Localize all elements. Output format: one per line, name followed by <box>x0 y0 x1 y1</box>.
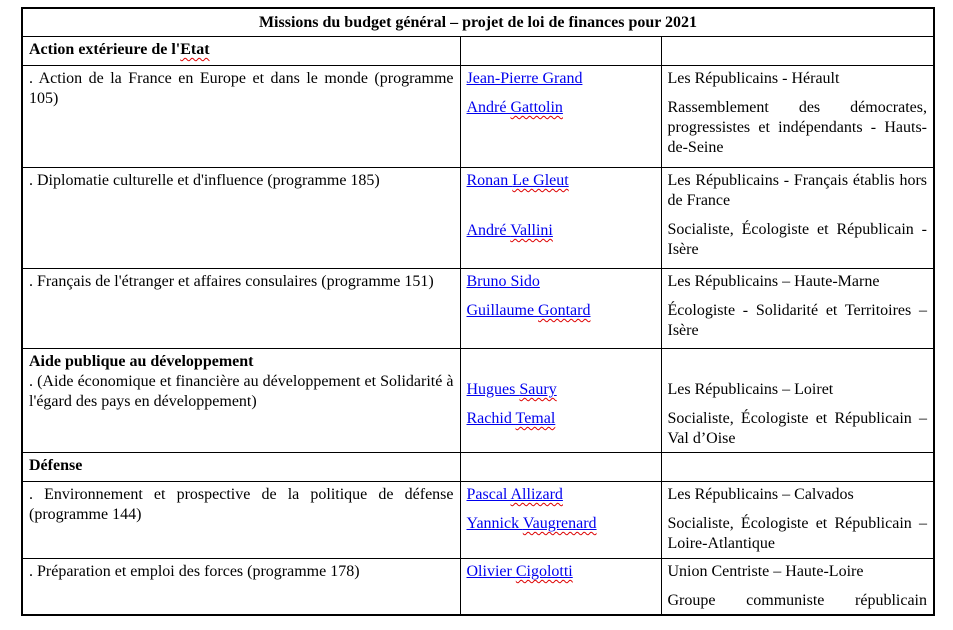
rapporteur-link[interactable] <box>467 70 583 87</box>
rapporteur <box>467 485 655 505</box>
group-label: Les Républicains – Haute-Marne <box>667 273 880 290</box>
rapporteurs-cell <box>460 66 661 168</box>
group-label: Socialiste, Écologiste et Républicain – Val d’Oise <box>667 410 927 447</box>
section-label <box>29 456 454 476</box>
rapporteur-link[interactable] <box>467 99 563 116</box>
section-label <box>29 40 454 60</box>
rapporteur-name: Guillaume <box>466 302 539 319</box>
rapporteurs-cell <box>460 269 661 349</box>
group-label: Union Centriste – Haute-Loire <box>667 563 864 580</box>
empty-cell <box>460 37 661 66</box>
rapporteur-name: André <box>466 99 511 116</box>
group-label: Les Républicains – Calvados <box>667 486 854 503</box>
rapporteur-name-misspelled: Allizard <box>510 486 563 503</box>
mission-label: . Environnement et prospective de la politique de défense (programme 144) <box>29 486 454 523</box>
empty-cell <box>661 453 934 482</box>
group-label: Socialiste, Écologiste et Républicain – Loire-Atlantique <box>667 515 927 552</box>
table-row-section-mission <box>22 349 934 453</box>
table-row-mission <box>22 66 934 168</box>
groups-cell <box>661 66 934 168</box>
rapporteur-name: Ronan <box>466 172 513 189</box>
table-title: Missions du budget général – projet de loi de finances pour 2021 <box>258 14 698 31</box>
mission-cell <box>22 168 460 269</box>
table-row-section <box>22 37 934 66</box>
rapporteur-name-misspelled: Gontard <box>538 302 591 319</box>
rapporteur <box>467 301 655 321</box>
rapporteur-link[interactable] <box>467 410 556 427</box>
rapporteurs-cell <box>460 349 661 453</box>
rapporteur-name: André <box>466 222 511 239</box>
rapporteur-link[interactable] <box>467 222 553 239</box>
empty-cell <box>661 37 934 66</box>
group-label: Écologiste - Solidarité et Territoires – Isère <box>667 302 927 339</box>
rapporteur-name-misspelled: Gattolin <box>510 99 563 116</box>
rapporteur <box>467 221 655 241</box>
groups-cell <box>661 168 934 269</box>
empty-cell <box>460 453 661 482</box>
rapporteur-name: Hugues <box>466 381 520 398</box>
mission-cell <box>22 482 460 559</box>
section-label-text: Action extérieure de l' <box>29 41 181 58</box>
mission-cell <box>22 349 460 453</box>
rapporteur <box>467 98 655 118</box>
table-row-mission <box>22 168 934 269</box>
section-label: Aide publique au développement <box>29 353 254 370</box>
rapporteur <box>467 171 655 191</box>
section-label-misspelled: Etat <box>180 41 210 58</box>
mission-label: . Français de l'étranger et affaires consulaires (programme 151) <box>29 273 434 290</box>
rapporteur-name-misspelled: Saury <box>519 381 557 398</box>
rapporteur <box>467 380 655 400</box>
rapporteur-link[interactable] <box>467 381 557 398</box>
rapporteur-name: Bruno Sido <box>466 273 540 290</box>
rapporteur <box>467 514 655 534</box>
table-row-mission <box>22 559 934 616</box>
mission-label: . Diplomatie culturelle et d'influence (programme 185) <box>29 172 380 189</box>
table-row-mission <box>22 482 934 559</box>
rapporteurs-cell <box>460 559 661 616</box>
table-title-cell <box>22 8 934 37</box>
rapporteur-link[interactable] <box>467 172 569 189</box>
rapporteur <box>467 272 655 292</box>
mission-cell <box>22 66 460 168</box>
group-label: Socialiste, Écologiste et Républicain - Isère <box>667 221 927 258</box>
mission-cell <box>22 269 460 349</box>
groups-cell <box>661 482 934 559</box>
rapporteur-name: Rachid <box>466 410 516 427</box>
table-row-mission <box>22 269 934 349</box>
group-label: Les Républicains – Loiret <box>667 381 834 398</box>
group-label: Les Républicains - Français établis hors de France <box>667 172 927 209</box>
rapporteurs-cell <box>460 168 661 269</box>
section-cell <box>22 453 460 482</box>
rapporteur-name-misspelled: Vallini <box>510 222 553 239</box>
rapporteur-link[interactable] <box>467 486 563 503</box>
rapporteur-link[interactable] <box>467 563 573 580</box>
rapporteur-name: Olivier <box>466 563 516 580</box>
groups-cell <box>661 349 934 453</box>
mission-label: . (Aide économique et financière au développement et Solidarité à l'égard des pays en développement) <box>29 373 454 410</box>
rapporteur-name: Yannick <box>466 515 523 532</box>
table-row-section <box>22 453 934 482</box>
table-row-title <box>22 8 934 37</box>
rapporteur <box>467 409 655 429</box>
rapporteur-name: Pascal <box>466 486 511 503</box>
rapporteur-name-misspelled: Le Gleut <box>512 172 569 189</box>
rapporteur-link[interactable] <box>467 302 591 319</box>
groups-cell <box>661 269 934 349</box>
rapporteur-name-misspelled: Cigolotti <box>515 563 573 580</box>
group-label: Les Républicains - Hérault <box>667 70 840 87</box>
groups-cell <box>661 559 934 616</box>
section-cell <box>22 37 460 66</box>
mission-label: . Action de la France en Europe et dans le monde (programme 105) <box>29 70 454 107</box>
rapporteur-name: Jean-Pierre Grand <box>466 70 583 87</box>
rapporteur-link[interactable] <box>467 273 540 290</box>
rapporteur-link[interactable] <box>467 515 597 532</box>
rapporteur <box>467 562 655 582</box>
rapporteurs-cell <box>460 482 661 559</box>
section-label-text: Défense <box>29 457 83 474</box>
rapporteur-name-misspelled: Vaugrenard <box>522 515 597 532</box>
mission-cell <box>22 559 460 616</box>
budget-missions-table <box>21 7 935 616</box>
mission-label: . Préparation et emploi des forces (programme 178) <box>29 563 360 580</box>
group-label: Rassemblement des démocrates, progressistes et indépendants - Hauts-de-Seine <box>667 99 927 156</box>
rapporteur <box>467 69 655 89</box>
rapporteur-name-misspelled: Temal <box>515 410 556 427</box>
group-label: Groupe communiste républicain <box>667 592 927 609</box>
